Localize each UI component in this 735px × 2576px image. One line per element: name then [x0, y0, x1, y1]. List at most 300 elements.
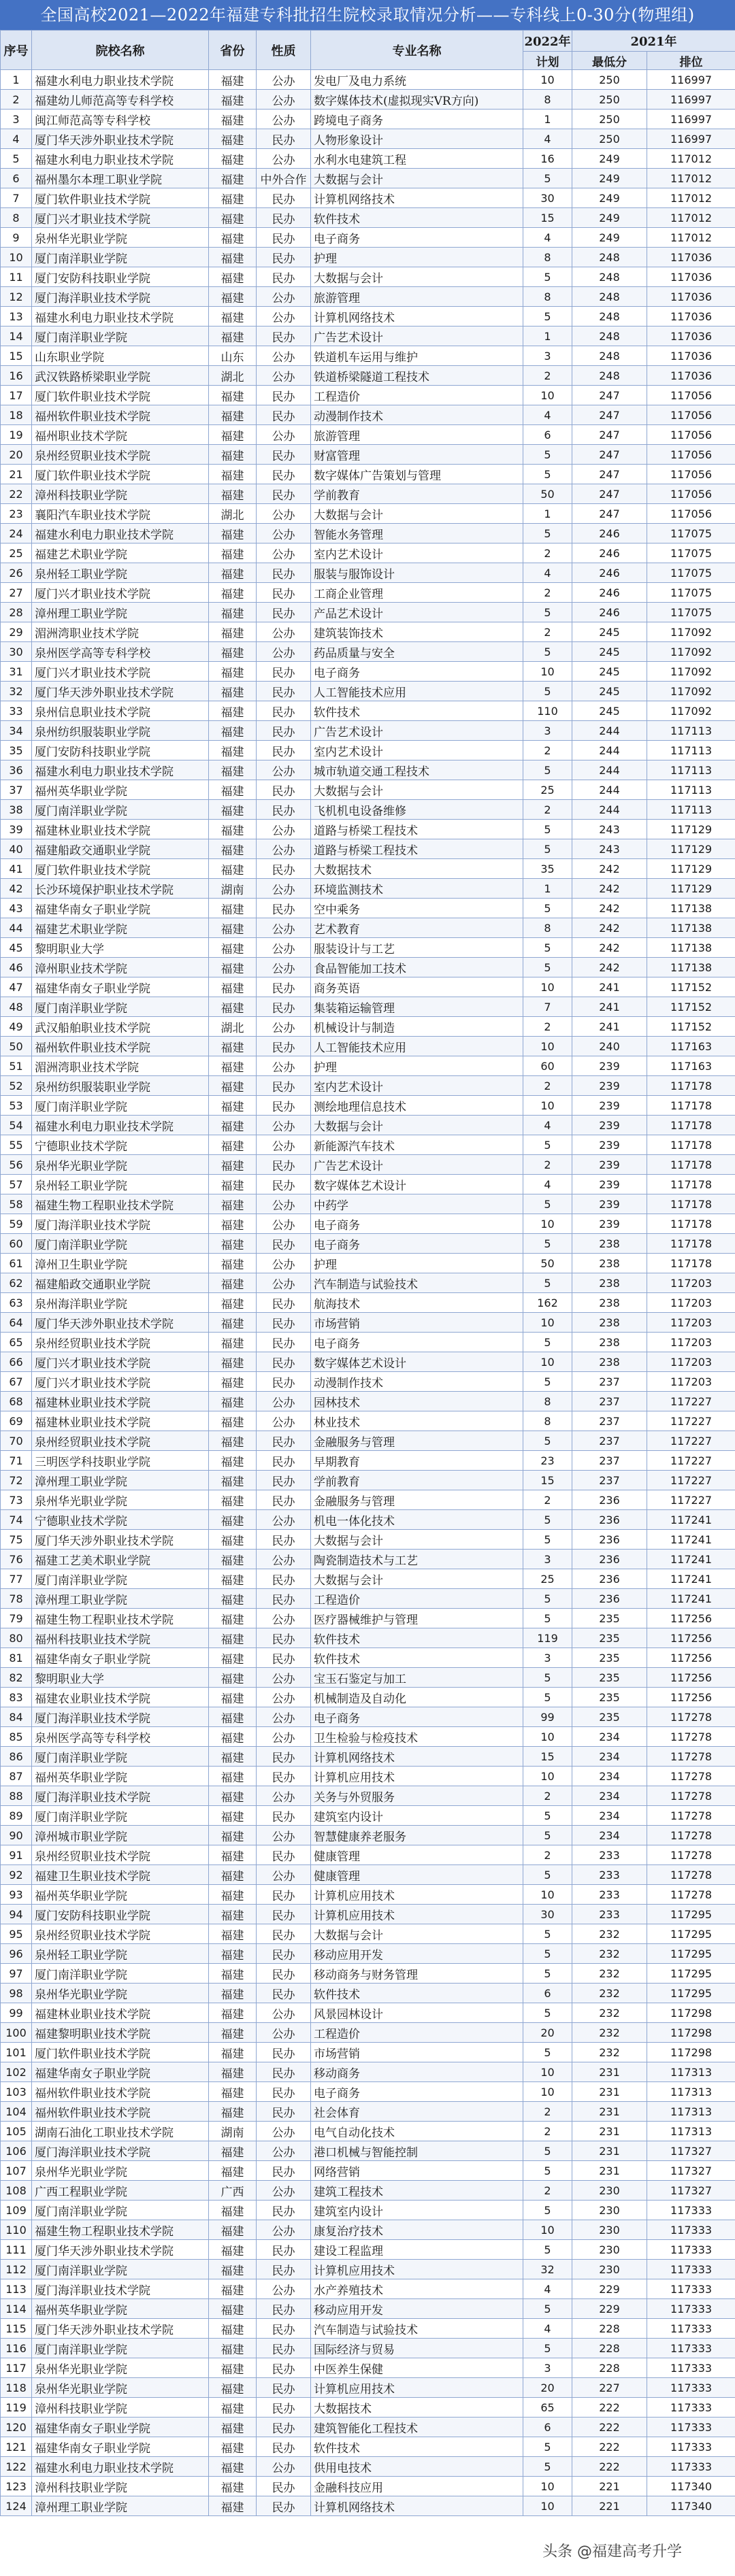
- row-index: 27: [1, 583, 32, 603]
- school-type: 民办: [257, 228, 311, 248]
- row-index: 38: [1, 800, 32, 820]
- plan-count: 5: [523, 2339, 572, 2358]
- plan-count: 99: [523, 1707, 572, 1727]
- min-score: 233: [572, 1865, 647, 1885]
- table-row: [1, 1214, 735, 1234]
- table-row: [1, 859, 735, 879]
- table-row: [1, 1490, 735, 1510]
- table-row: [1, 188, 735, 208]
- row-index: 89: [1, 1806, 32, 1826]
- major-name: 软件技术: [311, 2437, 523, 2457]
- plan-count: 5: [523, 2003, 572, 2023]
- plan-count: 5: [523, 445, 572, 465]
- major-name: 电子商务: [311, 1707, 523, 1727]
- rank: 117036: [647, 366, 735, 386]
- row-index: 45: [1, 938, 32, 958]
- school-name: 福州英华职业学院: [32, 1885, 209, 1905]
- plan-count: 5: [523, 958, 572, 977]
- province: 福建: [209, 1826, 257, 1845]
- school-type: 民办: [257, 1333, 311, 1352]
- rank: 117227: [647, 1471, 735, 1490]
- school-name: 厦门海洋职业技术学院: [32, 1214, 209, 1234]
- school-name: 泉州华光职业学院: [32, 2358, 209, 2378]
- province: 福建: [209, 2437, 257, 2457]
- row-index: 46: [1, 958, 32, 977]
- major-name: 道路与桥梁工程技术: [311, 820, 523, 839]
- province: 福建: [209, 2043, 257, 2062]
- major-name: 汽车制造与试验技术: [311, 2319, 523, 2339]
- plan-count: 5: [523, 899, 572, 918]
- min-score: 232: [572, 1964, 647, 1984]
- rank: 117278: [647, 1885, 735, 1905]
- school-name: 厦门海洋职业技术学院: [32, 1707, 209, 1727]
- school-name: 福建卫生职业技术学院: [32, 1865, 209, 1885]
- school-name: 山东职业学院: [32, 346, 209, 366]
- school-name: 厦门华天涉外职业技术学院: [32, 1530, 209, 1550]
- major-name: 智能水务管理: [311, 524, 523, 543]
- plan-count: 5: [523, 603, 572, 622]
- school-name: 泉州海洋职业学院: [32, 1293, 209, 1313]
- row-index: 35: [1, 741, 32, 760]
- rank: 117178: [647, 1155, 735, 1175]
- rank: 117227: [647, 1451, 735, 1471]
- rank: 117036: [647, 267, 735, 287]
- plan-count: 5: [523, 1333, 572, 1352]
- plan-count: 10: [523, 1352, 572, 1372]
- province: 福建: [209, 1194, 257, 1214]
- school-type: 民办: [257, 977, 311, 997]
- row-index: 23: [1, 504, 32, 524]
- school-name: 福建船政交通职业学院: [32, 1273, 209, 1293]
- province: 福建: [209, 583, 257, 603]
- min-score: 238: [572, 1352, 647, 1372]
- province: 福建: [209, 2378, 257, 2398]
- rank: 117129: [647, 820, 735, 839]
- plan-count: 10: [523, 1214, 572, 1234]
- table-row: [1, 2062, 735, 2082]
- school-type: 公办: [257, 346, 311, 366]
- col-index-header: 序号: [1, 31, 32, 70]
- row-index: 8: [1, 208, 32, 228]
- table-row: [1, 603, 735, 622]
- table-row: [1, 386, 735, 405]
- province: 福建: [209, 1214, 257, 1234]
- school-type: 民办: [257, 662, 311, 682]
- row-index: 37: [1, 780, 32, 800]
- school-name: 厦门软件职业技术学院: [32, 2043, 209, 2062]
- province: 福建: [209, 701, 257, 721]
- table-row: [1, 70, 735, 90]
- plan-count: 5: [523, 307, 572, 327]
- school-name: 福建艺术职业学院: [32, 918, 209, 938]
- row-index: 55: [1, 1135, 32, 1155]
- major-name: 食品智能加工技术: [311, 958, 523, 977]
- plan-count: 15: [523, 1747, 572, 1767]
- school-name: 福建幼儿师范高等专科学校: [32, 90, 209, 110]
- school-name: 福建林业职业技术学院: [32, 820, 209, 839]
- school-type: 民办: [257, 1944, 311, 1964]
- rank: 117092: [647, 682, 735, 701]
- school-name: 厦门安防科技职业学院: [32, 1905, 209, 1924]
- row-index: 47: [1, 977, 32, 997]
- row-index: 122: [1, 2457, 32, 2477]
- plan-count: 35: [523, 859, 572, 879]
- table-row: [1, 1431, 735, 1451]
- province: 福建: [209, 1550, 257, 1569]
- school-name: 福建华南女子职业学院: [32, 2437, 209, 2457]
- province: 福建: [209, 2220, 257, 2240]
- min-score: 250: [572, 129, 647, 149]
- rank: 117298: [647, 2043, 735, 2062]
- province: 福建: [209, 2358, 257, 2378]
- school-name: 湄洲湾职业技术学院: [32, 1056, 209, 1076]
- table-row: [1, 228, 735, 248]
- school-name: 漳州理工职业学院: [32, 603, 209, 622]
- row-index: 52: [1, 1076, 32, 1096]
- rank: 117203: [647, 1313, 735, 1333]
- province: 湖南: [209, 879, 257, 899]
- school-type: 民办: [257, 2161, 311, 2181]
- major-name: 人物形象设计: [311, 129, 523, 149]
- table-row: [1, 820, 735, 839]
- row-index: 26: [1, 563, 32, 583]
- min-score: 235: [572, 1707, 647, 1727]
- school-name: 福建水利电力职业技术学院: [32, 760, 209, 780]
- major-name: 移动商务与财务管理: [311, 1964, 523, 1984]
- major-name: 港口机械与智能控制: [311, 2141, 523, 2161]
- min-score: 221: [572, 2496, 647, 2516]
- min-score: 248: [572, 346, 647, 366]
- table-row: [1, 1194, 735, 1214]
- rank: 117298: [647, 2023, 735, 2043]
- major-name: 市场营销: [311, 2043, 523, 2062]
- min-score: 232: [572, 2003, 647, 2023]
- school-name: 厦门南洋职业学院: [32, 1096, 209, 1116]
- major-name: 铁道机车运用与维护: [311, 346, 523, 366]
- school-type: 民办: [257, 1352, 311, 1372]
- rank: 117278: [647, 1786, 735, 1806]
- school-name: 厦门南洋职业学院: [32, 1234, 209, 1254]
- plan-count: 4: [523, 1116, 572, 1135]
- table-row: [1, 208, 735, 228]
- plan-count: 5: [523, 267, 572, 287]
- min-score: 222: [572, 2457, 647, 2477]
- school-type: 民办: [257, 1372, 311, 1392]
- min-score: 246: [572, 524, 647, 543]
- plan-count: 2: [523, 1017, 572, 1037]
- school-type: 民办: [257, 267, 311, 287]
- table-row: [1, 465, 735, 484]
- rank: 117012: [647, 149, 735, 169]
- province: 福建: [209, 2477, 257, 2496]
- plan-count: 5: [523, 1826, 572, 1845]
- min-score: 238: [572, 1313, 647, 1333]
- min-score: 237: [572, 1471, 647, 1490]
- province: 福建: [209, 90, 257, 110]
- plan-count: 1: [523, 879, 572, 899]
- row-index: 34: [1, 721, 32, 741]
- major-name: 大数据与会计: [311, 504, 523, 524]
- min-score: 231: [572, 2141, 647, 2161]
- major-name: 计算机应用技术: [311, 1905, 523, 1924]
- plan-count: 8: [523, 287, 572, 307]
- table-row: [1, 2358, 735, 2378]
- major-name: 建筑智能化工程技术: [311, 2418, 523, 2437]
- table-row: [1, 2279, 735, 2299]
- rank: 117256: [647, 1668, 735, 1688]
- table-row: [1, 543, 735, 563]
- table-row: [1, 1865, 735, 1885]
- table-row: [1, 1905, 735, 1924]
- major-name: 艺术教育: [311, 918, 523, 938]
- min-score: 237: [572, 1451, 647, 1471]
- row-index: 95: [1, 1924, 32, 1944]
- table-row: [1, 1333, 735, 1352]
- school-name: 厦门海洋职业技术学院: [32, 2279, 209, 2299]
- table-row: [1, 1530, 735, 1550]
- min-score: 248: [572, 287, 647, 307]
- min-score: 238: [572, 1293, 647, 1313]
- plan-count: 4: [523, 1175, 572, 1194]
- school-name: 漳州理工职业学院: [32, 1471, 209, 1490]
- school-name: 宁德职业技术学院: [32, 1135, 209, 1155]
- min-score: 235: [572, 1648, 647, 1668]
- school-name: 厦门华天涉外职业技术学院: [32, 2319, 209, 2339]
- school-type: 民办: [257, 2102, 311, 2122]
- min-score: 248: [572, 307, 647, 327]
- school-type: 民办: [257, 2477, 311, 2496]
- major-name: 社会体育: [311, 2102, 523, 2122]
- school-type: 民办: [257, 2398, 311, 2418]
- rank: 117203: [647, 1273, 735, 1293]
- school-name: 福建生物工程职业技术学院: [32, 1609, 209, 1628]
- min-score: 236: [572, 1569, 647, 1589]
- plan-count: 2: [523, 543, 572, 563]
- school-name: 广西工程职业学院: [32, 2181, 209, 2201]
- school-type: 公办: [257, 110, 311, 129]
- major-name: 计算机网络技术: [311, 188, 523, 208]
- row-index: 84: [1, 1707, 32, 1727]
- province: 福建: [209, 208, 257, 228]
- province: 福建: [209, 2102, 257, 2122]
- province: 福建: [209, 1471, 257, 1490]
- col-plan-header: 计划: [523, 52, 572, 70]
- school-type: 公办: [257, 1056, 311, 1076]
- school-name: 漳州科技职业学院: [32, 2398, 209, 2418]
- row-index: 112: [1, 2260, 32, 2279]
- table-row: [1, 90, 735, 110]
- school-type: 公办: [257, 1194, 311, 1214]
- table-row: [1, 1885, 735, 1905]
- table-row: [1, 1471, 735, 1490]
- school-name: 福建水利电力职业技术学院: [32, 524, 209, 543]
- rank: 116997: [647, 90, 735, 110]
- major-name: 建筑室内设计: [311, 1806, 523, 1826]
- table-row: [1, 1688, 735, 1707]
- page-title: 全国高校2021—2022年福建专科批招生院校录取情况分析——专科线上0-30分(物理组): [0, 0, 735, 30]
- plan-count: 10: [523, 2496, 572, 2516]
- school-name: 泉州轻工职业学院: [32, 563, 209, 583]
- school-name: 福州英华职业学院: [32, 780, 209, 800]
- province: 福建: [209, 1609, 257, 1628]
- province: 福建: [209, 2201, 257, 2220]
- table-row: [1, 721, 735, 741]
- min-score: 245: [572, 701, 647, 721]
- major-name: 大数据与会计: [311, 267, 523, 287]
- school-type: 民办: [257, 2062, 311, 2082]
- plan-count: 2: [523, 583, 572, 603]
- rank: 117333: [647, 2339, 735, 2358]
- plan-count: 1: [523, 504, 572, 524]
- province: 福建: [209, 327, 257, 346]
- table-row: [1, 346, 735, 366]
- province: 福建: [209, 2339, 257, 2358]
- min-score: 246: [572, 563, 647, 583]
- row-index: 76: [1, 1550, 32, 1569]
- min-score: 247: [572, 445, 647, 465]
- table-row: [1, 1392, 735, 1411]
- major-name: 建设工程监理: [311, 2240, 523, 2260]
- school-type: 民办: [257, 1096, 311, 1116]
- rank: 117012: [647, 208, 735, 228]
- school-type: 民办: [257, 780, 311, 800]
- row-index: 50: [1, 1037, 32, 1056]
- rank: 117333: [647, 2437, 735, 2457]
- table-row: [1, 800, 735, 820]
- row-index: 58: [1, 1194, 32, 1214]
- major-name: 工程造价: [311, 386, 523, 405]
- school-name: 福建水利电力职业技术学院: [32, 1116, 209, 1135]
- table-row: [1, 2319, 735, 2339]
- school-name: 厦门华天涉外职业技术学院: [32, 2240, 209, 2260]
- plan-count: 15: [523, 208, 572, 228]
- table-row: [1, 2043, 735, 2062]
- school-name: 泉州信息职业技术学院: [32, 701, 209, 721]
- min-score: 250: [572, 90, 647, 110]
- province: 福建: [209, 1707, 257, 1727]
- school-name: 厦门安防科技职业学院: [32, 741, 209, 760]
- min-score: 230: [572, 2260, 647, 2279]
- province: 福建: [209, 2062, 257, 2082]
- province: 福建: [209, 741, 257, 760]
- row-index: 40: [1, 839, 32, 859]
- plan-count: 5: [523, 1668, 572, 1688]
- school-type: 民办: [257, 1530, 311, 1550]
- rank: 117113: [647, 760, 735, 780]
- rank: 117227: [647, 1411, 735, 1431]
- province: 福建: [209, 1569, 257, 1589]
- row-index: 120: [1, 2418, 32, 2437]
- rank: 117327: [647, 2141, 735, 2161]
- rank: 117056: [647, 465, 735, 484]
- min-score: 232: [572, 1924, 647, 1944]
- school-name: 泉州医学高等专科学校: [32, 642, 209, 662]
- table-row: [1, 1510, 735, 1530]
- school-name: 厦门南洋职业学院: [32, 2260, 209, 2279]
- major-name: 电子商务: [311, 228, 523, 248]
- min-score: 241: [572, 1017, 647, 1037]
- school-type: 公办: [257, 2220, 311, 2240]
- table-row: [1, 1096, 735, 1116]
- plan-count: 5: [523, 820, 572, 839]
- min-score: 231: [572, 2161, 647, 2181]
- school-type: 民办: [257, 1293, 311, 1313]
- table-row: [1, 2201, 735, 2220]
- major-name: 大数据与会计: [311, 1116, 523, 1135]
- min-score: 244: [572, 721, 647, 741]
- table-row: [1, 622, 735, 642]
- major-name: 城市轨道交通工程技术: [311, 760, 523, 780]
- table-row: [1, 2141, 735, 2161]
- row-index: 53: [1, 1096, 32, 1116]
- min-score: 244: [572, 760, 647, 780]
- row-index: 9: [1, 228, 32, 248]
- province: 湖南: [209, 2122, 257, 2141]
- school-type: 公办: [257, 2122, 311, 2141]
- major-name: 陶瓷制造技术与工艺: [311, 1550, 523, 1569]
- plan-count: 15: [523, 1471, 572, 1490]
- table-row: [1, 2122, 735, 2141]
- major-name: 旅游管理: [311, 425, 523, 445]
- major-name: 建筑工程技术: [311, 2181, 523, 2201]
- rank: 117278: [647, 1707, 735, 1727]
- min-score: 245: [572, 662, 647, 682]
- province: 福建: [209, 1313, 257, 1333]
- major-name: 移动商务: [311, 2062, 523, 2082]
- table-row: [1, 1037, 735, 1056]
- rank: 117333: [647, 2220, 735, 2240]
- col-school-header: 院校名称: [32, 31, 209, 70]
- table-row: [1, 169, 735, 188]
- min-score: 227: [572, 2378, 647, 2398]
- rank: 117036: [647, 346, 735, 366]
- school-name: 福州科技职业技术学院: [32, 1628, 209, 1648]
- rank: 117278: [647, 1865, 735, 1885]
- row-index: 31: [1, 662, 32, 682]
- row-index: 81: [1, 1648, 32, 1668]
- school-name: 厦门南洋职业学院: [32, 248, 209, 267]
- plan-count: 5: [523, 1510, 572, 1530]
- school-name: 福建华南女子职业学院: [32, 1648, 209, 1668]
- school-name: 福建水利电力职业技术学院: [32, 149, 209, 169]
- table-row: [1, 2339, 735, 2358]
- plan-count: 5: [523, 642, 572, 662]
- major-name: 数字媒体技术(虚拟现实VR方向): [311, 90, 523, 110]
- school-type: 民办: [257, 445, 311, 465]
- min-score: 242: [572, 899, 647, 918]
- row-index: 82: [1, 1668, 32, 1688]
- rank: 117333: [647, 2279, 735, 2299]
- rank: 117227: [647, 1490, 735, 1510]
- major-name: 国际经济与贸易: [311, 2339, 523, 2358]
- province: 福建: [209, 839, 257, 859]
- major-name: 林业技术: [311, 1411, 523, 1431]
- school-name: 福州软件职业技术学院: [32, 2082, 209, 2102]
- min-score: 238: [572, 1333, 647, 1352]
- table-row: [1, 741, 735, 760]
- school-type: 公办: [257, 760, 311, 780]
- plan-count: 5: [523, 760, 572, 780]
- table-row: [1, 879, 735, 899]
- min-score: 230: [572, 2181, 647, 2201]
- major-name: 计算机网络技术: [311, 307, 523, 327]
- province: 福建: [209, 1116, 257, 1135]
- province: 福建: [209, 1273, 257, 1293]
- rank: 117163: [647, 1037, 735, 1056]
- rank: 117278: [647, 1845, 735, 1865]
- min-score: 237: [572, 1431, 647, 1451]
- plan-count: 8: [523, 90, 572, 110]
